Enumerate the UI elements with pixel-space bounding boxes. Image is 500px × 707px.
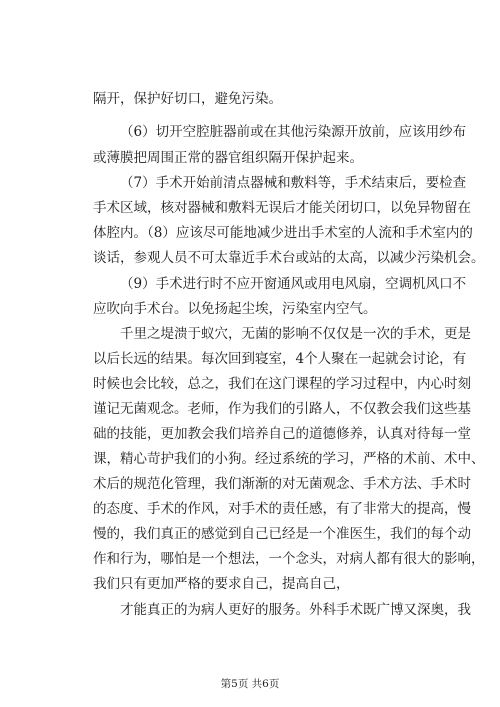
text-line: （7）手术开始前清点器械和敷料等，手术结束后，要检查	[120, 175, 467, 191]
text-line: 应吹向手术台。以免扬起尘埃，污染室内空气。	[93, 301, 377, 317]
text-line: 千里之堤溃于蚁穴，无菌的影响不仅仅是一次的手术，更是	[120, 326, 471, 342]
page-footer: 第5页 共6页	[220, 678, 280, 690]
text-line: 术后的规范化管理，我们渐渐的对无菌观念、手术方法、手术时	[93, 476, 471, 492]
text-line: 或薄膜把周围正常的器官组织隔开保护起来。	[93, 150, 363, 166]
text-line: 慢的，我们真正的感觉到自己已经是一个准医生，我们的每个动	[93, 526, 471, 542]
text-line: 的态度、手术的作风，对手术的责任感，有了非常大的提高，慢	[93, 501, 471, 517]
text-line: 体腔内。（8）应该尽可能地减少进出手术室的人流和手术室内的	[93, 225, 473, 241]
text-line: 谈话，参观人员不可太靠近手术台或站的太高，以减少污染机会。	[93, 250, 485, 266]
text-line: 课，精心苛护我们的小狗。经过系统的学习，严格的术前、术中、	[93, 451, 485, 467]
text-line: 时候也会比较，总之，我们在这门课程的学习过程中，内心时刻	[93, 376, 471, 392]
text-line: 础的技能，更加教会我们培养自己的道德修养，认真对待每一堂	[93, 426, 471, 442]
text-line: 以后长远的结果。每次回到寝室，4个人聚在一起就会讨论，有	[93, 351, 467, 367]
text-line: （9）手术进行时不应开窗通风或用电风扇，空调机风口不	[120, 276, 467, 292]
text-line: 隔开，保护好切口，避免污染。	[93, 91, 282, 107]
text-line: 作和行为，哪怕是一个想法，一个念头，对病人都有很大的影响，	[93, 551, 485, 567]
text-line: （6）切开空腔脏器前或在其他污染源开放前，应该用纱布	[120, 124, 467, 140]
text-line: 谨记无菌观念。老师，作为我们的引路人，不仅教会我们这些基	[93, 401, 471, 417]
text-line: 手术区域，核对器械和敷料无误后才能关闭切口，以免异物留在	[93, 200, 471, 216]
text-line: 我们只有更加严格的要求自己，提高自己，	[93, 576, 350, 592]
text-line: 才能真正的为病人更好的服务。外科手术既广博又深奥，我	[120, 602, 471, 618]
